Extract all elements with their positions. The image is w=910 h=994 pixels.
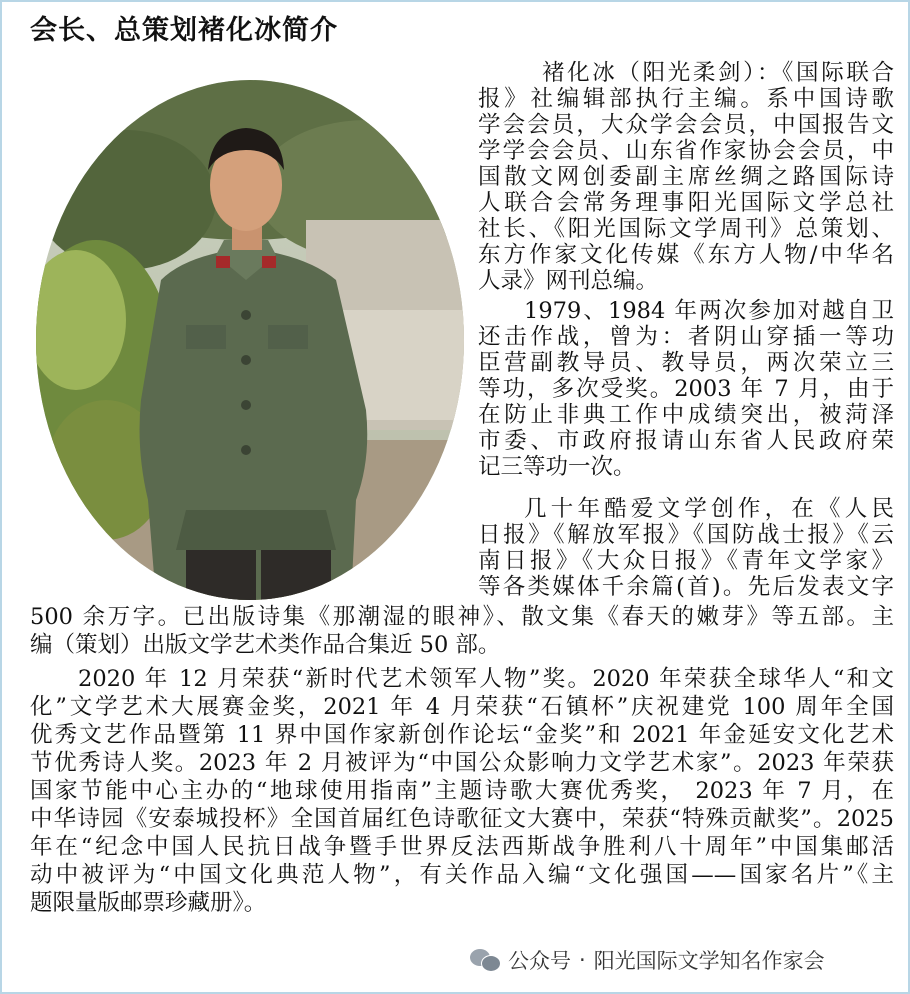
bio-line: 动中被评为“中国文化典范人物”，有关作品入编“文化强国——国家名片”《主 (30, 862, 894, 888)
watermark-platform: 公众号 (508, 949, 571, 973)
bio-line: 记三等功一次。 (478, 454, 636, 480)
bio-line: 南日报》《大众日报》《青年文学家》 (478, 548, 894, 574)
bio-line: 在防止非典工作中成绩突出，被菏泽 (478, 402, 894, 428)
bio-line: 学学会会员、山东省作家协会会员，中 (478, 138, 894, 164)
bio-line: 社长、《阳光国际文学周刊》总策划、 (478, 216, 894, 242)
bio-line: 还击作战，曾为：者阴山穿插一等功 (478, 324, 894, 350)
bio-line: 几十年酷爱文学创作，在《人民 (524, 496, 894, 522)
bio-line: 优秀文艺作品暨第 11 界中国作家新创作论坛“金奖”和 2021 年金延安文化艺术 (30, 722, 894, 748)
bio-line: 人录》网刊总编。 (478, 268, 659, 294)
portrait-photo (36, 80, 464, 600)
bio-line: 人联合会常务理事阳光国际文学总社 (478, 190, 894, 216)
bio-line: 2020 年 12 月荣获“新时代艺术领军人物”奖。2020 年荣获全球华人“和文 (78, 666, 894, 692)
bio-line: 1979、1984 年两次参加对越自卫 (524, 298, 894, 324)
wechat-icon (470, 949, 500, 971)
bio-line: 市委、市政府报请山东省人民政府荣 (478, 428, 894, 454)
bio-line: 题限量版邮票珍藏册》。 (30, 890, 267, 916)
bio-line: 500 余万字。已出版诗集《那潮湿的眼神》、散文集《春天的嫩芽》等五部。主 (30, 604, 894, 630)
bio-line: 化”文学艺术大展赛金奖，2021 年 4 月荣获“石镇杯”庆祝建党 100 周年全国 (30, 694, 894, 720)
bio-line: 学会会员，大众学会会员，中国报告文 (478, 112, 894, 138)
watermark-account: 阳光国际文学知名作家会 (593, 949, 825, 973)
bio-line: 日报》《解放军报》《国防战士报》《云 (478, 522, 894, 548)
page-title: 会长、总策划褚化冰简介 (30, 15, 338, 46)
bio-line: 臣营副教导员、教导员，两次荣立三 (478, 350, 894, 376)
bio-line: 中华诗园《安泰城投杯》全国首届红色诗歌征文大赛中，荣获“特殊贡献奖”。2025 (30, 806, 894, 832)
bio-line: 褚化冰（阳光柔剑）：《国际联合 (542, 60, 894, 86)
bio-line: 年在“纪念中国人民抗日战争暨手世界反法西斯战争胜利八十周年”中国集邮活 (30, 834, 894, 860)
watermark (470, 944, 825, 976)
bio-line: 国散文网创委副主席丝绸之路国际诗 (478, 164, 894, 190)
bio-line: 等各类媒体千余篇(首)。先后发表文字 (478, 574, 894, 600)
watermark-separator: · (579, 948, 586, 972)
bio-line: 国家节能中心主办的“地球使用指南”主题诗歌大赛优秀奖， 2023 年 7 月，在 (30, 778, 894, 804)
bio-line: 东方作家文化传媒《东方人物/中华名 (478, 242, 894, 268)
bio-line: 节优秀诗人奖。2023 年 2 月被评为“中国公众影响力文学艺术家”。2023 年荣获 (30, 750, 894, 776)
bio-line: 报》社编辑部执行主编。系中国诗歌 (478, 86, 894, 112)
bio-line: 等功，多次受奖。2003 年 7 月，由于 (478, 376, 894, 402)
bio-line: 编（策划）出版文学艺术类作品合集近 50 部。 (30, 632, 501, 658)
